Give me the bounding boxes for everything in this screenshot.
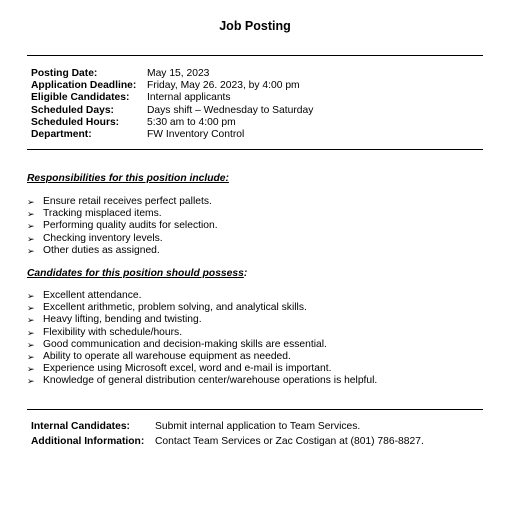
list-item-text: Flexibility with schedule/hours. [43,326,183,338]
detail-value: 5:30 am to 4:00 pm [147,116,236,128]
list-item [27,351,377,363]
page-title: Job Posting [219,19,291,33]
detail-row-posting-date [31,68,313,80]
detail-row-scheduled-hours [31,117,313,129]
posting-details [31,68,313,141]
footer-row-additional-information [31,435,424,450]
list-item [27,314,377,326]
arrowhead-bullet-icon: ➢ [27,233,35,244]
detail-row-scheduled-days [31,105,313,117]
list-item [27,363,377,375]
arrowhead-bullet-icon: ➢ [27,197,35,207]
list-item-text: Ensure retail receives perfect pallets. [43,196,212,207]
list-item-text: Performing quality audits for selection. [43,220,218,232]
list-item [27,302,377,314]
detail-label: Posting Date: [31,68,98,79]
qualifications-list [27,290,377,388]
list-item-text: Excellent arithmetic, problem solving, and analytical skills. [43,302,307,314]
detail-value: Friday, May 26. 2023, by 4:00 pm [147,80,300,92]
arrowhead-bullet-icon: ➢ [27,315,35,326]
qualifications-heading-text: Candidates for this position should possess [27,268,244,279]
detail-value: Days shift – Wednesday to Saturday [147,104,314,116]
middle-divider [27,149,483,150]
list-item [27,196,218,208]
arrowhead-bullet-icon: ➢ [27,364,35,375]
list-item [27,339,377,351]
list-item-text: Heavy lifting, bending and twisting. [43,314,202,326]
list-item-text: Ability to operate all warehouse equipment as needed. [43,351,291,363]
list-item-text: Experience using Microsoft excel, word and e-mail is important. [43,363,332,375]
top-divider [27,55,483,56]
qualifications-heading-colon: : [243,268,248,279]
responsibilities-list [27,196,218,257]
arrowhead-bullet-icon: ➢ [27,352,35,363]
list-item [27,208,218,220]
arrowhead-bullet-icon: ➢ [27,303,35,314]
detail-label: Scheduled Days: [31,104,114,116]
arrowhead-bullet-icon: ➢ [27,209,35,220]
detail-row-application-deadline [31,80,313,92]
list-item-text: Knowledge of general distribution center/warehouse operations is helpful. [43,375,378,387]
list-item-text: Excellent attendance. [43,290,142,301]
list-item [27,290,377,302]
list-item-text: Other duties as assigned. [43,244,160,256]
list-item [27,233,218,245]
footer-row-internal-candidates [31,420,424,435]
detail-row-eligible-candidates [31,92,313,104]
list-item [27,375,377,387]
arrowhead-bullet-icon: ➢ [27,339,35,350]
footer-value: Contact Team Services or Zac Costigan at (801) 786-8827. [155,435,424,447]
list-item [27,220,218,232]
detail-value: Internal applicants [147,92,231,104]
detail-value: May 15, 2023 [147,68,210,79]
detail-row-department [31,129,313,141]
arrowhead-bullet-icon: ➢ [27,221,35,232]
list-item-text: Good communication and decision-making skills are essential. [43,338,327,350]
list-item-text: Tracking misplaced items. [43,208,162,220]
responsibilities-heading-text: Responsibilities for this position include: [27,173,229,184]
detail-label: Scheduled Hours: [31,116,120,128]
responsibilities-heading [27,173,229,184]
footer-value: Submit internal application to Team Services. [155,421,361,432]
bottom-divider [27,409,483,410]
list-item [27,245,218,257]
detail-label: Eligible Candidates: [31,92,130,104]
list-item [27,327,377,339]
qualifications-heading [27,268,247,279]
arrowhead-bullet-icon: ➢ [27,245,35,256]
detail-label: Application Deadline: [31,80,137,92]
detail-label: Department: [31,129,92,141]
arrowhead-bullet-icon: ➢ [27,291,35,301]
detail-value: FW Inventory Control [147,129,245,141]
arrowhead-bullet-icon: ➢ [27,376,35,387]
footer-label: Internal Candidates: [31,421,130,432]
footer-label: Additional Information: [31,435,145,447]
list-item-text: Checking inventory levels. [43,232,163,244]
arrowhead-bullet-icon: ➢ [27,327,35,338]
footer-info [31,420,424,449]
